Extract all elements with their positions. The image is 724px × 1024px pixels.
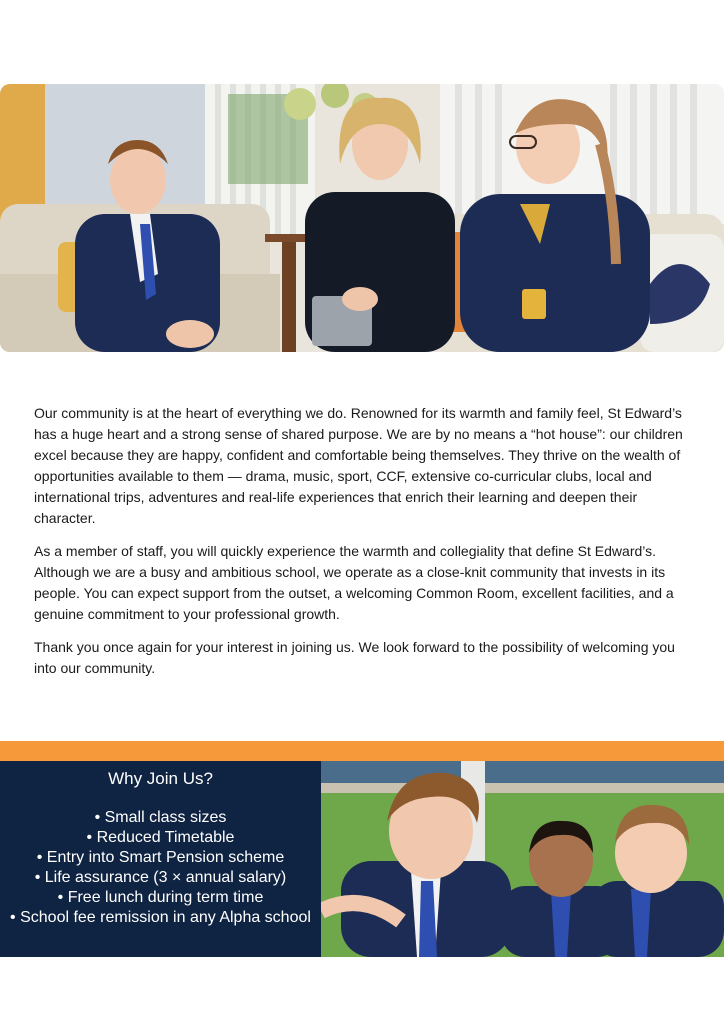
- pupils-photo: [321, 761, 724, 957]
- pupils-illustration: [321, 761, 724, 957]
- intro-text: [34, 403, 698, 691]
- benefit-item: • Entry into Smart Pension scheme: [36, 849, 285, 866]
- paragraph-staff: As a member of staff, you will quickly experience the warmth and collegiality that define St Edward’s. Although we are a busy and ambitious school, we operate as a close-knit community that invests in its people. You can expect support from the outset, a welcoming Common Room, excellent facilities, and a genuine commitment to your professional growth.: [34, 543, 674, 622]
- benefit-item: • Small class sizes: [94, 809, 227, 826]
- paragraph-thanks: Thank you once again for your interest in joining us. We look forward to the possibility of welcoming you into our community.: [34, 639, 675, 676]
- why-join-panel: [0, 761, 321, 957]
- why-join-title: Why Join Us?: [108, 769, 213, 788]
- benefit-item: • School fee remission in any Alpha school: [10, 909, 311, 926]
- benefit-item: • Life assurance (3 × annual salary): [34, 869, 287, 886]
- hero-photo: [0, 84, 724, 352]
- hero-illustration: [0, 84, 724, 352]
- benefits-list: [0, 808, 321, 928]
- paragraph-community: Our community is at the heart of everything we do. Renowned for its warmth and family feel, St Edward’s has a huge heart and a strong sense of shared purpose. We are by no means a “hot house”: our children excel because they are happy, confident and comfortable being themselves. They thrive on the wealth of opportunities available to them — drama, music, sport, CCF, extensive co-curricular clubs, local and international trips, adventures and real-life experiences that enrich their learning and deepen their character.: [34, 405, 683, 526]
- benefit-item: • Free lunch during term time: [57, 889, 264, 906]
- accent-divider: [0, 741, 724, 761]
- benefit-item: • Reduced Timetable: [86, 829, 235, 846]
